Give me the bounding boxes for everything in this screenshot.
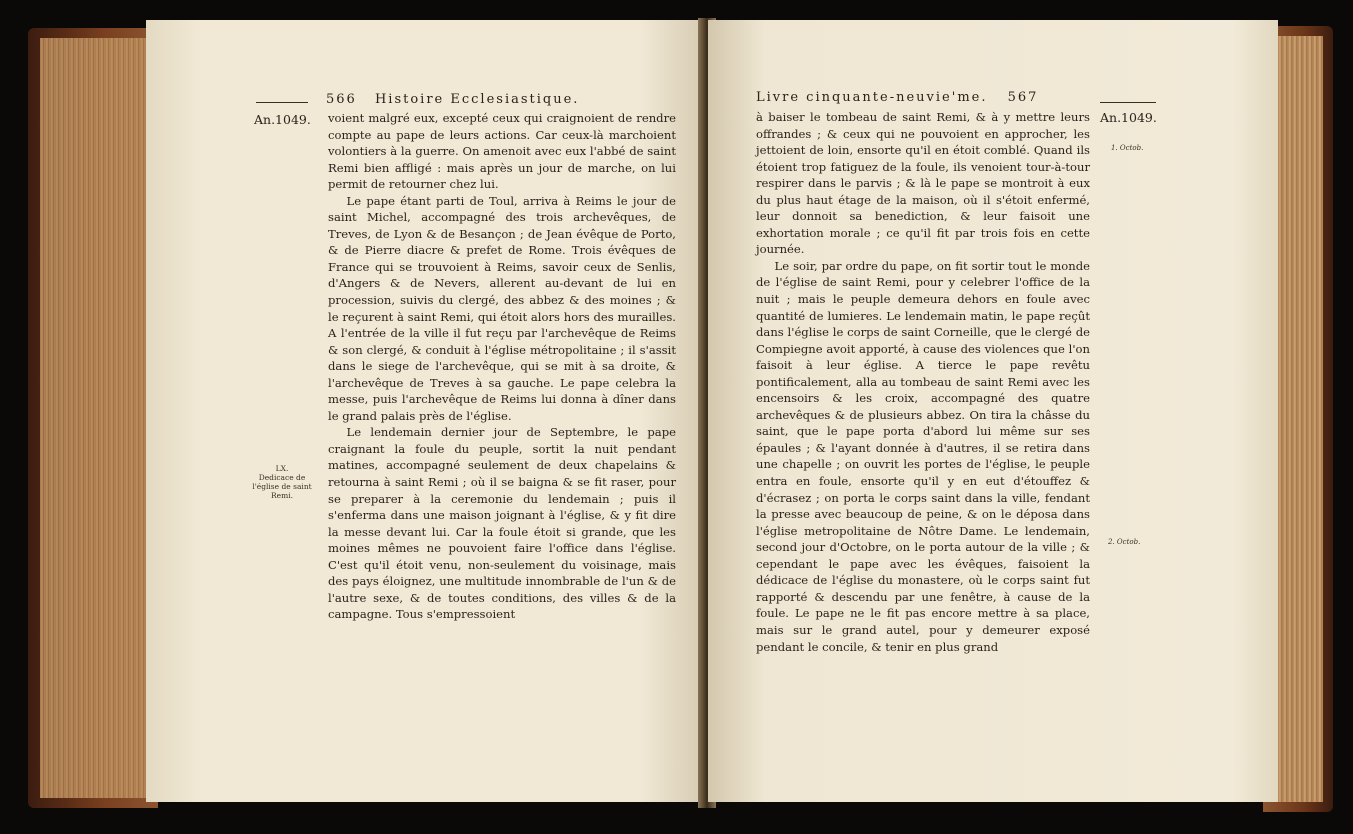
left-page [146,20,706,802]
running-title: Livre cinquante-neuvie'me. [756,90,988,105]
paragraph: voient malgré eux, excepté ceux qui craignoient de rendre compte au pape de leurs actions. Car ceux-là marchoient volontiers à la guerre. On amenoit avec eux l'abbé de saint Remi bien affligé : mais après un jour de marche, on lui permit de retourner chez lui. [328,111,676,192]
paragraph: Le soir, par ordre du pape, on fit sortir tout le monde de l'église de saint Remi, pour y celebrer l'office de la nuit ; mais le peuple demeura dehors en foule avec quantité de lumieres. Le lendemain matin, le pape reçût dans l'église le corps de saint Corneille, que le clergé de Compiegne avoit apporté, à cause des violences que l'on faisoit à leur église. A tierce le pape revêtu pontificalement, alla au tombeau de saint Remi avec les encensoirs & les croix, accompagné des quatre archevêques & de plusieurs abbez. On tira la châsse du saint, que le pape porta d'abord lui même sur ses épaules ; & l'ayant donnée à d'autres, il se retira dans une chapelle ; on ouvrit les portes de l'église, le peuple entra en foule, ensorte qu'il y en eut d'étouffez & d'écrasez ; on porta le corps saint dans la ville, fendant la presse avec beaucoup de peine, & on le déposa dans l'église metropolitaine de Nôtre Dame. Le lendemain, second jour d'Octobre, on le porta autour de la ville ; & cependant le pape avec les évêques, faisoient la dédicace de l'église du monastere, où le corps saint fut rapporté & descendu par une fenêtre, à cause de la foule. Le pape ne le fit pas encore mettre à sa place, mais sur le grand autel, pour y demeurer exposé pendant le concile, & tenir en plus grand [756,258,1090,654]
body-text [756,109,1090,655]
year-label: An.1049. [1100,110,1157,125]
body-text [328,110,676,623]
paragraph: à baiser le tombeau de saint Remi, & à y mettre leurs offrandes ; & ceux qui ne pouvoient en approcher, les jettoient de loin, ensorte qu'il en étoit comblé. Quand ils étoient trop fatiguez de la foule, ils venoient tour-à-tour respirer dans le parvis ; & là le pape se montroit à eux du plus haut étage de la maison, où il s'étoit enfermé, leur donnoit sa benediction, & leur faisoit une exhortation morale ; ce qu'il fit par trois fois en cette journée. [756,110,1090,257]
running-head [326,92,579,107]
right-page [708,20,1278,802]
year-rule [256,102,308,103]
side-date: 1. Octob. [1111,144,1144,152]
year-label: An.1049. [254,112,311,127]
paragraph: Le pape étant parti de Toul, arriva à Reims le jour de saint Michel, accompagné des trois archevêques, de Treves, de Lyon & de Besançon ; de Jean évêque de Porto, & de Pierre diacre & prefet de Rome. Trois évêques de France qui se trouvoient à Reims, savoir ceux de Senlis, d'Angers & de Nevers, allerent au-devant de lui en procession, suivis du clergé, des abbez & des moines ; & le reçurent à saint Remi, qui étoit alors hors des murailles. A l'entrée de la ville il fut reçu par l'archevêque de Reims & son clergé, & conduit à l'église métropolitaine ; il s'assit dans le siege de l'archevêque, qui se mit à sa droite, & l'archevêque de Treves à sa gauche. Le pape celebra la messe, puis l'archevêque de Reims lui donna à dîner dans le grand palais près de l'église. [328,193,676,423]
side-date: 2. Octob. [1108,538,1141,546]
page-number: 567 [1007,90,1039,105]
open-book [28,18,1333,820]
margin-note: LX. Dedicace de l'église de saint Remi. [252,464,312,500]
page-number: 566 [326,92,357,107]
running-title: Histoire Ecclesiastique. [374,92,580,107]
year-rule [1100,102,1156,103]
running-head [756,90,1038,105]
paragraph: Le lendemain dernier jour de Septembre, le pape craignant la foule du peuple, sortit la nuit pendant matines, accompagné seulement de deux chapelains & retourna à saint Remi ; où il se baigna & se fit raser, pour se preparer à la ceremonie du lendemain ; puis il s'enferma dans une maison joignant à l'église, & y fit dire la messe devant lui. Car la foule étoit si grande, que les moines mêmes ne pouvoient faire l'office dans l'église. C'est qu'il étoit venu, non-seulement du voisinage, mais des pays éloignez, une multitude innombrable de l'un & de l'autre sexe, & de toutes conditions, des villes & de la campagne. Tous s'empressoient [328,425,676,622]
left-page-edges [40,38,160,798]
